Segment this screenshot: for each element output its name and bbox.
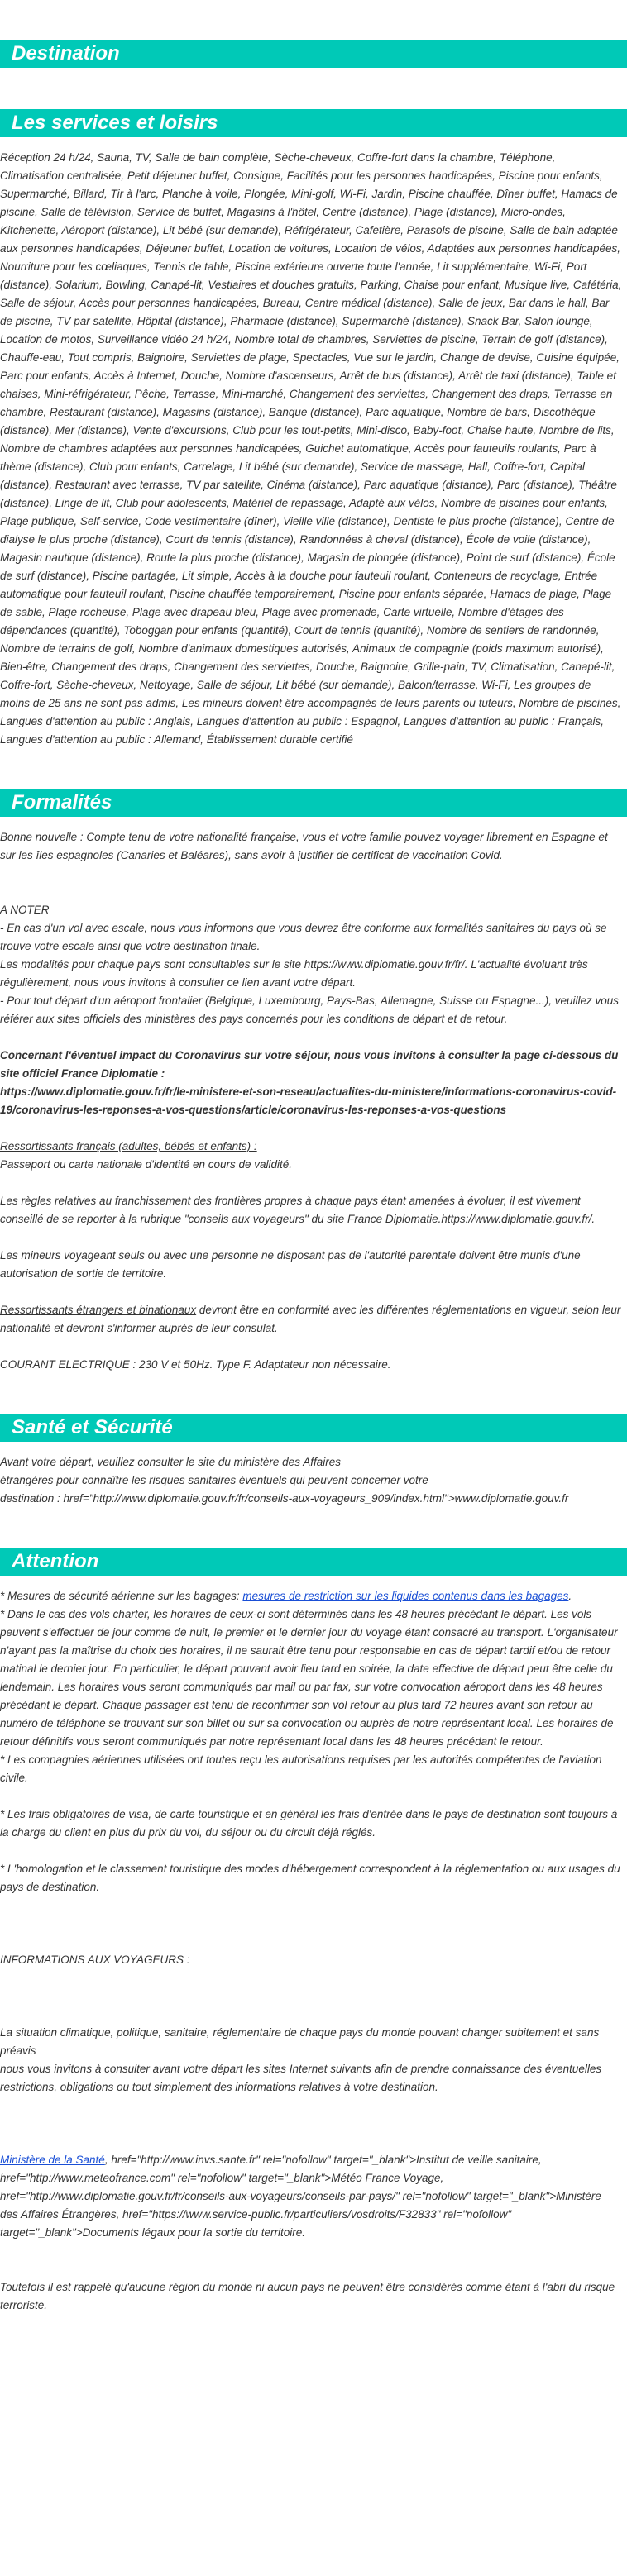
sante-paragraph: Avant votre départ, veuillez consulter le site du ministère des Affaires étrangères pour connaître les risques sanitaires éventuels qui peuvent concerner votre destination : href="http://www.diplomatie.gouv.fr/fr/conseils-aux-voyageurs_909/index.html">www.diplomatie.gouv.fr <box>0 1456 569 1505</box>
attention-text <box>0 1587 627 2315</box>
attention-links-text: , href="http://www.invs.sante.fr" rel="nofollow" target="_blank">Institut de veille sanitaire, href="http://www.meteofrance.com" rel="nofollow" target="_blank">Météo France Voyage, href="http://www.diplomatie.gouv.fr/fr/conseils-aux-voyageurs/conseils-par-pays/" rel="nofollow" target="_blank">Ministère des Affaires Étrangères, href="https://www.service-public.fr/particuliers/vosdroits/F32833" rel="nofollow" target="_blank">Documents légaux pour la sortie du territoire. <box>0 2154 601 2239</box>
french-nationals-title: Ressortissants français (adultes, bébés et enfants) : <box>0 1140 257 1152</box>
attention-terrorism: Toutefois il est rappelé qu'aucune région du monde ni aucun pays ne peuvent être considérés comme étant à l'abri du risque terroriste. <box>0 2281 615 2311</box>
foreign-nationals-text: devront être en conformité avec les différentes réglementations en vigueur, selon leur nationalité et devront s'informer auprès de leur consulat. <box>0 1304 621 1334</box>
formalites-coronavirus: Concernant l'éventuel impact du Coronavirus sur votre séjour, nous vous invitons à consulter la page ci-dessous du site officiel France Diplomatie : https://www.diplomatie.gouv.fr/fr/le-ministere-et-son-reseau/actualites-du-ministere/informations-coronavirus-covid-19/coronavirus-les-reponses-a-vos-questions/article/coronavirus-les-reponses-a-vos-questions <box>0 1049 619 1116</box>
services-paragraph: Réception 24 h/24, Sauna, TV, Salle de bain complète, Sèche-cheveux, Coffre-fort dans la chambre, Téléphone, Climatisation centralisée, Petit déjeuner buffet, Consigne, Facilités pour les personnes handicapées, Piscine pour enfants, Supermarché, Billard, Tir à l'arc, Planche à voile, Plongée, Mini-golf, Wi-Fi, Jardin, Piscine chauffée, Dîner buffet, Hamacs de piscine, Salle de télévision, Service de buffet, Magasins à l'hôtel, Centre (distance), Plage (distance), Micro-ondes, Kitchenette, Aéroport (distance), Lit bébé (sur demande), Réfrigérateur, Cafetière, Parasols de piscine, Salle de bain adaptée aux personnes handicapées, Déjeuner buffet, Location de voitures, Location de vélos, Adaptées aux personnes handicapées, Nourriture pour les cœliaques, Tennis de table, Piscine extérieure ouverte toute l'année, Lit supplémentaire, Wi-Fi, Port (distance), Solarium, Bowling, Canapé-lit, Vestiaires et douches gratuits, Parking, Chaise pour enfant, Musique live, Cafétéria, Salle de séjour, Accès pour personnes handicapées, Bureau, Centre médical (distance), Salle de jeux, Bar dans le hall, Bar de piscine, TV par satellite, Hôpital (distance), Pharmacie (distance), Supermarché (distance), Snack Bar, Salon lounge, Location de motos, Surveillance vidéo 24 h/24, Nombre total de chambres, Serviettes de piscine, Terrain de golf (distance), Chauffe-eau, Tout compris, Baignoire, Serviettes de plage, Spectacles, Vue sur le jardin, Change de devise, Cuisine équipée, Parc pour enfants, Accès à Internet, Douche, Nombre d'ascenseurs, Arrêt de bus (distance), Arrêt de taxi (distance), Table et chaises, Mini-réfrigérateur, Pêche, Terrasse, Mini-marché, Changement des serviettes, Changement des draps, Terrasse en chambre, Restaurant (distance), Magasins (distance), Banque (distance), Parc aquatique, Nombre de bars, Discothèque (distance), Mer (distance), Vente d'excursions, Club pour les tout-petits, Mini-disco, Baby-foot, Chaise haute, Nombre de lits, Nombre de chambres adaptées aux personnes handicapées, Guichet automatique, Accès pour fauteuils roulants, Parc à thème (distance), Club pour enfants, Carrelage, Lit bébé (sur demande), Service de massage, Hall, Coffre-fort, Capital (distance), Restaurant avec terrasse, TV par satellite, Cinéma (distance), Parc aquatique (distance), Parc (distance), Théâtre (distance), Linge de lit, Club pour adolescents, Matériel de repassage, Adapté aux vélos, Nombre de piscines pour enfants, Plage publique, Self-service, Code vestimentaire (dîner), Vieille ville (distance), Dentiste le plus proche (distance), Centre de dialyse le plus proche (distance), Court de tennis (distance), Randonnées à cheval (distance), École de voile (distance), Magasin nautique (distance), Route la plus proche (distance), Magasin de plongée (distance), Point de surf (distance), École de surf (distance), Piscine partagée, Lit simple, Accès à la douche pour fauteuil roulant, Conteneurs de recyclage, Entrée automatique pour fauteuil roulant, Piscine chauffée temporairement, Piscine pour enfants séparée, Hamacs de plage, Plage de sable, Plage rocheuse, Plage avec drapeau bleu, Plage avec promenade, Carte virtuelle, Nombre d'étages des dépendances (quantité), Toboggan pour enfants (quantité), Court de tennis (quantité), Nombre de sentiers de randonnée, Nombre de terrains de golf, Nombre d'animaux domestiques autorisés, Animaux de compagnie (poids maximum autorisé), Bien-être, Changement des draps, Changement des serviettes, Douche, Baignoire, Grille-pain, TV, Climatisation, Canapé-lit, Coffre-fort, Sèche-cheveux, Nettoyage, Salle de séjour, Lit bébé (sur demande), Balcon/terrasse, Wi-Fi, Les groupes de moins de 25 ans ne sont pas admis, Les mineurs doivent être accompagnés de leurs parents ou tuteurs, Nombre de piscines, Langues d'attention au public : Anglais, Langues d'attention au public : Espagnol, Langues d'attention au public : Français, Langues d'attention au public : Allemand, Établissement durable certifié <box>0 151 622 746</box>
formalites-borders: Les règles relatives au franchissement des frontières propres à chaque pays étant amenées à évoluer, il est vivement conseillé de se reporter à la rubrique "conseils aux voyageurs" du site France Diplomatie.https://www.diplomatie.gouv.fr/. <box>0 1195 596 1225</box>
section-header-formalites: Formalités <box>0 789 627 817</box>
section-formalites <box>0 789 627 1374</box>
attention-links <box>0 2151 622 2242</box>
formalites-foreign-nationals <box>0 1301 622 1338</box>
sante-text <box>0 1453 627 1508</box>
attention-luggage-suffix: . <box>568 1590 572 1602</box>
attention-visa-fees: * Les frais obligatoires de visa, de carte touristique et en général les frais d'entrée dans le pays de destination sont toujours à la charge du client en plus du prix du vol, du séjour ou du circuit déjà réglés. <box>0 1808 618 1839</box>
attention-luggage <box>0 1587 622 1605</box>
formalites-note: A NOTER - En cas d'un vol avec escale, nous vous informons que vous devrez être conforme aux formalités sanitaires du pays où se trouve votre escale ainsi que votre destination finale. Les modalités pour chaque pays sont consultables sur le site https://www.diplomatie.gouv.fr/fr/. L'actualité évoluant très régulièrement, nous vous invitons à consulter ce lien avant votre départ. - Pour tout départ d'un aéroport frontalier (Belgique, Luxembourg, Pays-Bas, Allemagne, Suisse ou Espagne...), veuillez vous référer aux sites officiels des ministères des pays concernés pour les conditions de départ et de retour. <box>0 904 619 1025</box>
section-header-attention: Attention <box>0 1548 627 1576</box>
attention-situation: La situation climatique, politique, sanitaire, réglementaire de chaque pays du monde pouvant changer subitement et sans préavis nous vous invitons à consulter avant votre départ les sites Internet suivants afin de prendre connaissance des éventuelles restrictions, obligations ou tout simplement des informations relatives à votre destination. <box>0 2026 602 2093</box>
formalites-text <box>0 828 627 1374</box>
section-sante <box>0 1414 627 1508</box>
formalites-good-news: Bonne nouvelle : Compte tenu de votre nationalité française, vous et votre famille pouvez voyager librement en Espagne et sur les îles espagnoles (Canaries et Baléares), sans avoir à justifier de certificat de vaccination Covid. <box>0 831 608 861</box>
formalites-french-nationals-text: Passeport ou carte nationale d'identité en cours de validité. <box>0 1158 293 1171</box>
attention-info-title: INFORMATIONS AUX VOYAGEURS : <box>0 1953 190 1966</box>
services-list-text <box>0 149 627 749</box>
attention-luggage-prefix: * Mesures de sécurité aérienne sur les bagages: <box>0 1590 243 1602</box>
formalites-french-nationals <box>0 1138 622 1156</box>
section-attention <box>0 1548 627 2315</box>
section-header-services: Les services et loisirs <box>0 109 627 137</box>
formalites-electric: COURANT ELECTRIQUE : 230 V et 50Hz. Type F. Adaptateur non nécessaire. <box>0 1358 391 1371</box>
section-header-sante: Santé et Sécurité <box>0 1414 627 1442</box>
ministere-sante-link[interactable]: Ministère de la Santé <box>0 2154 105 2166</box>
foreign-nationals-title: Ressortissants étrangers et binationaux <box>0 1304 197 1316</box>
liquid-restrictions-link[interactable]: mesures de restriction sur les liquides contenus dans les bagages <box>242 1590 569 1602</box>
attention-charter: * Dans le cas des vols charter, les horaires de ceux-ci sont déterminés dans les 48 heures précédant le départ. Les vols peuvent s'effectuer de jour comme de nuit, le premier et le dernier jour du voyage étant consacré au transport. L'organisateur n'ayant pas la maîtrise du choix des horaires, il ne saurait être tenu pour responsable en cas de départ tardif et/ou de retour matinal le dernier jour. En particulier, le départ pouvant avoir lieu tard en soirée, la date effective de départ peut être celle du lendemain. Les horaires vous seront communiqués par mail ou par fax, sur votre convocation aéroport dans les 48 heures précédant le départ. Chaque passager est tenu de reconfirmer son vol retour au plus tard 72 heures avant son retour au numéro de téléphone se trouvant sur son billet ou sur sa convocation ou auprès de notre représentant local. Les horaires de retour définitifs vous seront communiqués par notre représentant local dans les 48 heures précédant le retour. * Les compagnies aériennes utilisées ont toutes reçu les autorisations requises par les autorités compétentes de l'aviation civile. <box>0 1608 618 1784</box>
attention-homologation: * L'homologation et le classement touristique des modes d'hébergement correspondent à la réglementation ou aux usages du pays de destination. <box>0 1863 620 1893</box>
section-services <box>0 109 627 749</box>
section-header-destination: Destination <box>0 40 627 68</box>
formalites-minors: Les mineurs voyageant seuls ou avec une personne ne disposant pas de l'autorité parentale doivent être munis d'une autorisation de sortie de territoire. <box>0 1249 581 1280</box>
